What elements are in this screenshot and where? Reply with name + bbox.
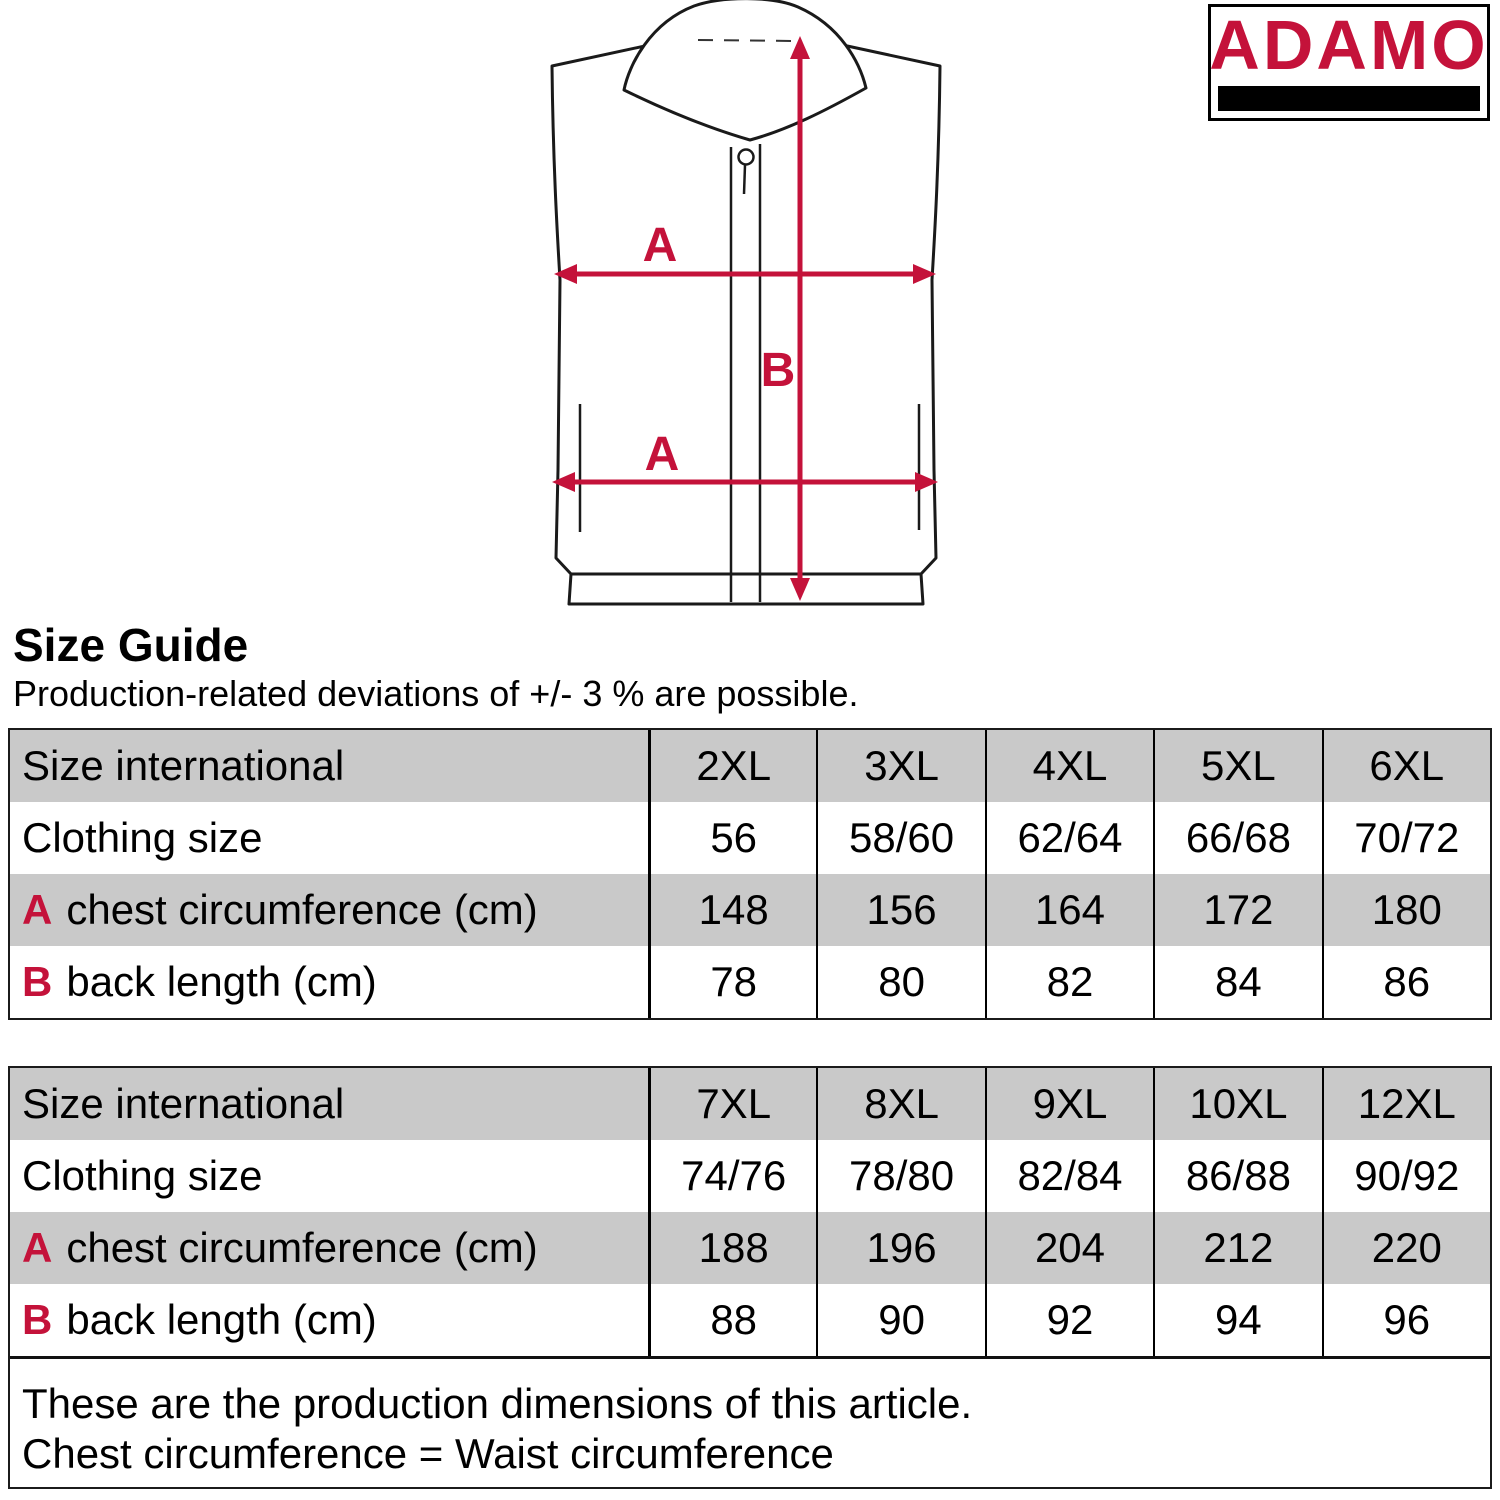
row-label (10, 730, 648, 802)
size-cell: 84 (1153, 946, 1321, 1018)
size-cell: 164 (985, 874, 1153, 946)
logo-underline-bar (1218, 86, 1480, 111)
size-cell: 62/64 (985, 802, 1153, 874)
size-cell: 80 (816, 946, 984, 1018)
size-cell: 204 (985, 1212, 1153, 1284)
table-row (10, 1140, 1490, 1212)
row-label-text: Clothing size (22, 1152, 263, 1199)
table-row (10, 730, 1490, 802)
size-cell: 90 (816, 1284, 984, 1356)
brand-logo (1208, 4, 1490, 121)
size-cell: 88 (648, 1284, 816, 1356)
row-label (10, 946, 648, 1018)
size-cell: 3XL (816, 730, 984, 802)
size-cell: 82 (985, 946, 1153, 1018)
size-cell: 6XL (1322, 730, 1490, 802)
size-cell: 90/92 (1322, 1140, 1490, 1212)
size-table-1 (8, 728, 1492, 1020)
size-cell: 2XL (648, 730, 816, 802)
row-label-text: chest circumference (cm) (66, 1224, 538, 1271)
size-cell: 8XL (816, 1068, 984, 1140)
table-row (10, 946, 1490, 1018)
size-cell: 66/68 (1153, 802, 1321, 874)
measure-label-a-waist: A (644, 428, 680, 481)
measure-key: B (22, 958, 53, 1005)
size-cell: 58/60 (816, 802, 984, 874)
size-cell: 196 (816, 1212, 984, 1284)
size-cell: 12XL (1322, 1068, 1490, 1140)
measure-key: A (22, 886, 53, 933)
size-cell: 78/80 (816, 1140, 984, 1212)
size-cell: 10XL (1153, 1068, 1321, 1140)
page-title: Size Guide (13, 619, 249, 671)
size-cell: 92 (985, 1284, 1153, 1356)
size-cell: 188 (648, 1212, 816, 1284)
table-row (10, 1068, 1490, 1140)
row-label (10, 1212, 648, 1284)
size-cell: 70/72 (1322, 802, 1490, 874)
row-label (10, 1140, 648, 1212)
size-cell: 78 (648, 946, 816, 1018)
size-cell: 94 (1153, 1284, 1321, 1356)
zipper-pull-stem (744, 165, 745, 194)
row-label-text: chest circumference (cm) (66, 886, 538, 933)
row-label-text: Size international (22, 742, 345, 789)
measure-key: B (22, 1296, 53, 1343)
logo-wordmark: ADAMO (1209, 6, 1489, 84)
footer-note (10, 1356, 1490, 1487)
row-label (10, 1284, 648, 1356)
table-row (10, 874, 1490, 946)
row-label-text: back length (cm) (66, 1296, 377, 1343)
row-label (10, 874, 648, 946)
size-cell: 82/84 (985, 1140, 1153, 1212)
size-cell: 56 (648, 802, 816, 874)
size-cell: 148 (648, 874, 816, 946)
size-cell: 4XL (985, 730, 1153, 802)
footer-note-line2: Chest circumference = Waist circumference (22, 1430, 834, 1477)
size-cell: 96 (1322, 1284, 1490, 1356)
table-row (10, 1212, 1490, 1284)
row-label-text: back length (cm) (66, 958, 377, 1005)
zipper-pull-icon (739, 150, 754, 165)
measure-label-b: B (760, 344, 796, 397)
size-cell: 74/76 (648, 1140, 816, 1212)
table-row (10, 802, 1490, 874)
deviation-note: Production-related deviations of +/- 3 % are possible. (13, 673, 859, 714)
size-cell: 86 (1322, 946, 1490, 1018)
row-label (10, 802, 648, 874)
table-row (10, 1284, 1490, 1356)
size-cell: 9XL (985, 1068, 1153, 1140)
footer-note-line1: These are the production dimensions of this article. (22, 1380, 973, 1427)
size-cell: 212 (1153, 1212, 1321, 1284)
row-label-text: Size international (22, 1080, 345, 1127)
size-cell: 86/88 (1153, 1140, 1321, 1212)
measure-label-a-chest: A (642, 219, 678, 272)
size-cell: 156 (816, 874, 984, 946)
size-cell: 220 (1322, 1212, 1490, 1284)
row-label-text: Clothing size (22, 814, 263, 861)
measure-key: A (22, 1224, 53, 1271)
size-cell: 7XL (648, 1068, 816, 1140)
size-cell: 180 (1322, 874, 1490, 946)
size-cell: 172 (1153, 874, 1321, 946)
size-table-2 (8, 1066, 1492, 1489)
row-label (10, 1068, 648, 1140)
size-cell: 5XL (1153, 730, 1321, 802)
